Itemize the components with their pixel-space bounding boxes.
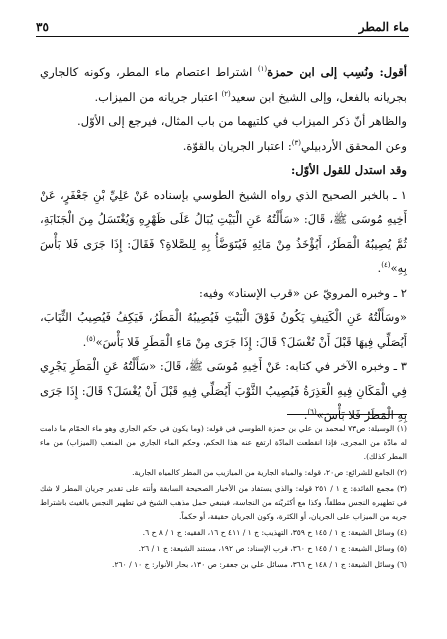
footnote-2: (٢) الجامع للشرائع: ص٢٠، قوله: والمياه الجارية من الميازيب من المطر كالمياه الجارية.	[132, 468, 407, 477]
p1-end: اعتبار جريانه من الميزاب.	[94, 89, 222, 104]
evidence-2-end: .	[82, 334, 87, 349]
header-title: ماء المطر	[358, 20, 409, 34]
evidence-2-text: «وسَأَلْتُهُ عَنِ الْكَنِيفِ يَكُونُ فَوْقَ الْبَيْتِ فَيُصِيبُهُ الْمَطَرُ، فَيَكِفُ فَيُصِيبُ الثِّيَابَ، أَيُصَلِّي فِيهَا قَبْلَ أَنْ تُغْسَلَ؟ قَالَ: إِذَا جَرَى مِنْ مَاءِ الْمَطَرِ فَلا بَأْسَ»	[40, 310, 407, 349]
footnotes	[40, 422, 407, 574]
p1-intro: أقول: ونُسِب إلى ابن حمزة	[267, 65, 407, 79]
evidence-1-end: .	[377, 261, 382, 275]
footnote-3: (٣) مجمع الفائدة: ج ١ / ٢٥١ قوله: والذي يستفاد من الأخبار الصحيحة السابقة وأنته على تقدير جريان المطر لا شك في تطهيره النجس مطلقاً، وكذا مع أكثريّته من النجاسة، فينبغي حمل مذهب الشيخ في تطهير النجس بالغيث باشتراط جريه من الميزاب على الجريان، أو الكثرة، وكون الجريان حقيقة، أو حكماً.	[40, 484, 407, 521]
footnote-ref-6: (٦)	[307, 408, 317, 417]
paragraph-evidence-3	[40, 354, 407, 428]
paragraph-evidence-2	[40, 305, 407, 354]
evidence-3-end: .	[303, 408, 308, 422]
footnote-ref-3: (٣)	[291, 138, 301, 147]
footnote-6: (٦) وسائل الشيعة: ج ١ / ١٤٨ ح ٣٦٦، مسائل علي بن جعفر: ص ١٣٠، بحار الأنوار: ج ١٠ / ٢٦٠.	[112, 560, 407, 569]
page-number: ٣٥	[36, 20, 49, 34]
section-heading: وقد استدل للقول الأوّل:	[290, 163, 407, 177]
footnote-4: (٤) وسائل الشيعة: ج ١ / ١٤٥ ح ٣٥٩، التهذيب: ج ١ / ٤١١ ح ١٦، الفقيه: ج ١ / ٨ ح ٦.	[142, 528, 407, 537]
paragraph-2: والظاهر أنّ ذكر الميزاب في كلتيهما من باب المثال، فيرجع إلى الأوّل.	[77, 114, 407, 128]
footnote-ref-2: (٢)	[221, 89, 231, 98]
p3-start: وعن المحقق الأردبيلي	[300, 138, 407, 153]
footnote-ref-5: (٥)	[86, 334, 96, 343]
header-divider	[36, 36, 409, 37]
p1-middle: اشتراط اعتصام ماء المطر، وكونه كالجاري بجريانه بالفعل، وإلى الشيخ ابن سعيد	[40, 65, 407, 104]
footnote-1: (١) الوسيلة: ص٧٣ لمحمد بن علي بن حمزة الطوسي في قوله: (وما يكون في حكم الجاري وهو ماء الحمّام ما دامت له مادّة من المجرى، فإذا انقطعت المادّة ارتفع عنه هذا الحكم، وحكم الماء الجاري من المنعب (الميزاب) من ماء المطر كذلك).	[40, 424, 407, 461]
paragraph-evidence-2-intro: ٢ ـ وخبره المرويّ عن «قرب الإسناد» وفيه:	[199, 285, 407, 300]
footnote-ref-4: (٤)	[381, 261, 391, 270]
paragraph-1	[40, 60, 407, 109]
footnote-ref-1: (١)	[257, 65, 268, 74]
footnote-5: (٥) وسائل الشيعة: ج ١ / ١٤٥ ح ٣٦٠، قرب الإسناد: ص ١٩٢، مستند الشيعة: ج ١ / ٢٦.	[138, 544, 407, 553]
paragraph-3	[40, 134, 407, 159]
running-header	[36, 14, 409, 34]
footnote-divider	[287, 414, 407, 415]
evidence-1-text: ١ ـ بالخبر الصحيح الذي رواه الشيخ الطوسي بإسناده عَنْ عَلِيِّ بْنِ جَعْفَرٍ، عَنْ أَخِيهِ مُوسَى ﷺ، قَالَ: «سَأَلْتُهُ عَنِ الْبَيْتِ يُبَالُ عَلَى ظَهْرِهِ وَيُغْتَسَلُ مِنَ الْجَنَابَةِ، ثُمَّ يُصِيبُهُ الْمَطَرُ، أَيُؤْخَذُ مِنْ مَائِهِ فَيُتَوَضَّأُ بِهِ لِلصَّلاةِ؟ فَقَالَ: إِذَا جَرَى فَلا بَأْسَ بِهِ»	[40, 187, 407, 275]
evidence-3-text: ٣ ـ وخبره الآخر في كتابه: عَنْ أَخِيهِ مُوسَى ﷺ، قَالَ: «سَأَلْتُهُ عَنِ الْمَطَرِ يَجْرِي فِي الْمَكَانِ فِيهِ الْعَذِرَةُ فَيُصِيبُ الثَّوْبَ أَيُصَلِّي فِيهِ قَبْلَ أَنْ يُغْسَلَ؟ قَالَ: إِذَا جَرَى بِهِ الْمَطَرُ فَلا بَأْسَ»	[40, 359, 407, 422]
main-text	[40, 60, 407, 428]
p3-end: : اعتبار الجريان بالقوّة.	[182, 138, 292, 153]
paragraph-evidence-1	[40, 183, 407, 281]
